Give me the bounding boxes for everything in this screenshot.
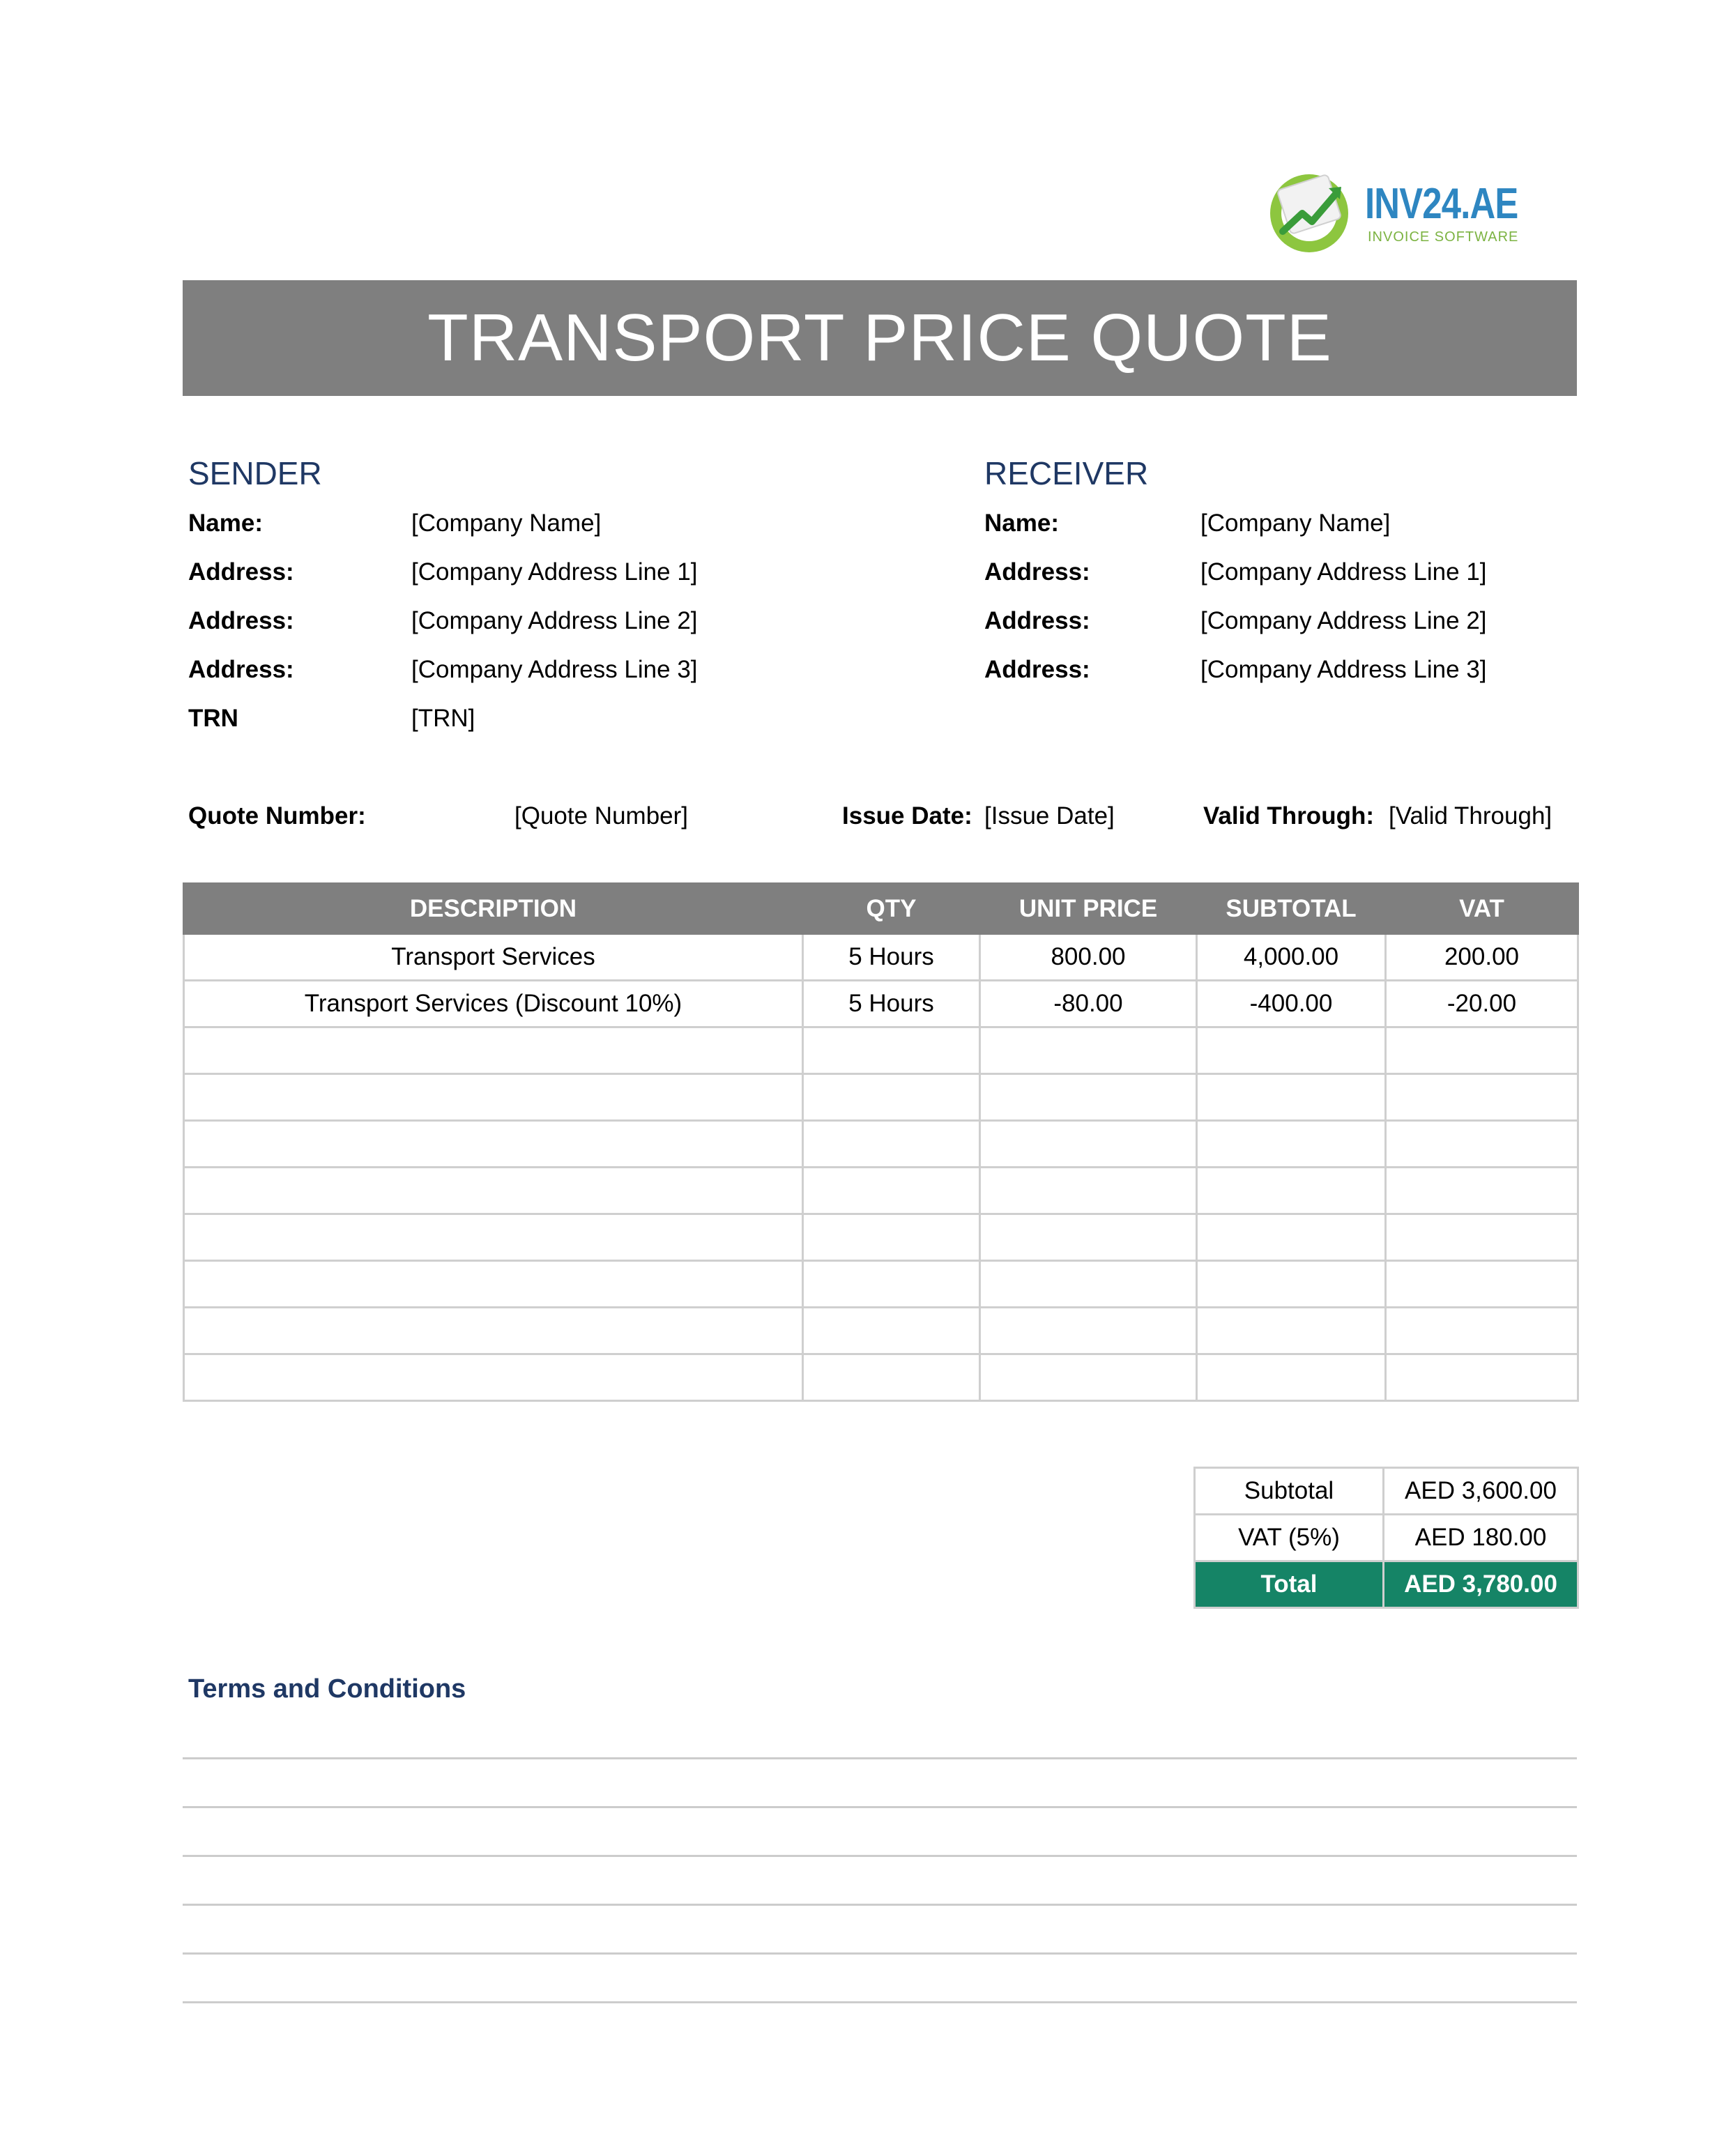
item-vat: -20.00	[1386, 981, 1578, 1027]
item-unit-price	[980, 1354, 1197, 1401]
item-description	[184, 1121, 803, 1168]
table-row	[184, 1027, 1578, 1074]
item-subtotal	[1197, 1074, 1386, 1121]
terms-line	[183, 1855, 1577, 1857]
item-qty: 5 Hours	[803, 934, 980, 981]
sender-trn-label: TRN	[188, 705, 238, 732]
terms-line	[183, 1904, 1577, 1906]
sender-address1-label: Address:	[188, 558, 294, 586]
item-qty	[803, 1121, 980, 1168]
item-qty	[803, 1214, 980, 1261]
table-row	[184, 1168, 1578, 1214]
sender-address3-label: Address:	[188, 656, 294, 683]
item-description: Transport Services (Discount 10%)	[184, 981, 803, 1027]
quote-number-value: [Quote Number]	[514, 802, 688, 829]
total-value: AED 3,780.00	[1384, 1561, 1578, 1608]
item-subtotal: -400.00	[1197, 981, 1386, 1027]
item-vat	[1386, 1121, 1578, 1168]
item-subtotal	[1197, 1354, 1386, 1401]
sender-address2-label: Address:	[188, 607, 294, 634]
sender-name-value: [Company Name]	[411, 510, 602, 537]
item-vat	[1386, 1074, 1578, 1121]
table-row	[184, 1121, 1578, 1168]
item-subtotal	[1197, 1168, 1386, 1214]
col-header-qty: QTY	[803, 884, 980, 934]
col-header-vat: VAT	[1386, 884, 1578, 934]
sender-address1-value: [Company Address Line 1]	[411, 558, 698, 586]
table-row	[184, 1214, 1578, 1261]
item-vat	[1386, 1308, 1578, 1354]
item-subtotal	[1197, 1308, 1386, 1354]
item-subtotal	[1197, 1214, 1386, 1261]
terms-line	[183, 1757, 1577, 1759]
item-vat	[1386, 1027, 1578, 1074]
totals-table	[1193, 1467, 1579, 1609]
receiver-heading: RECEIVER	[984, 455, 1149, 491]
table-row	[184, 1261, 1578, 1308]
receiver-address2-value: [Company Address Line 2]	[1200, 607, 1487, 634]
vat-row	[1195, 1515, 1578, 1561]
item-unit-price	[980, 1168, 1197, 1214]
item-description	[184, 1261, 803, 1308]
subtotal-value: AED 3,600.00	[1384, 1468, 1578, 1515]
vat-label: VAT (5%)	[1195, 1515, 1384, 1561]
item-description	[184, 1027, 803, 1074]
col-header-description: DESCRIPTION	[184, 884, 803, 934]
sender-address2-value: [Company Address Line 2]	[411, 607, 698, 634]
item-unit-price	[980, 1027, 1197, 1074]
issue-date-label: Issue Date:	[842, 802, 972, 829]
subtotal-label: Subtotal	[1195, 1468, 1384, 1515]
col-header-unit-price: UNIT PRICE	[980, 884, 1197, 934]
item-unit-price	[980, 1214, 1197, 1261]
total-label: Total	[1195, 1561, 1384, 1608]
items-table	[183, 882, 1579, 1402]
table-row	[184, 981, 1578, 1027]
item-qty	[803, 1027, 980, 1074]
item-vat	[1386, 1214, 1578, 1261]
title-banner	[183, 280, 1577, 396]
item-unit-price: -80.00	[980, 981, 1197, 1027]
sender-name-label: Name:	[188, 510, 263, 537]
table-row	[184, 1354, 1578, 1401]
item-description	[184, 1214, 803, 1261]
item-qty	[803, 1261, 980, 1308]
item-unit-price: 800.00	[980, 934, 1197, 981]
items-header-row	[184, 884, 1578, 934]
table-row	[184, 934, 1578, 981]
receiver-address3-value: [Company Address Line 3]	[1200, 656, 1487, 683]
issue-date-value: [Issue Date]	[984, 802, 1115, 829]
item-vat	[1386, 1168, 1578, 1214]
item-description	[184, 1308, 803, 1354]
subtotal-row	[1195, 1468, 1578, 1515]
sender-heading: SENDER	[188, 455, 322, 491]
item-qty	[803, 1168, 980, 1214]
total-row	[1195, 1561, 1578, 1608]
sender-trn-value: [TRN]	[411, 705, 475, 732]
item-vat	[1386, 1261, 1578, 1308]
table-row	[184, 1074, 1578, 1121]
item-qty	[803, 1354, 980, 1401]
item-vat	[1386, 1354, 1578, 1401]
logo-brand-text: INV24.AE	[1365, 180, 1518, 228]
item-description	[184, 1354, 803, 1401]
terms-heading: Terms and Conditions	[188, 1674, 466, 1704]
terms-line	[183, 1952, 1577, 1955]
logo-tagline: INVOICE SOFTWARE	[1368, 229, 1519, 245]
item-unit-price	[980, 1261, 1197, 1308]
valid-through-label: Valid Through:	[1203, 802, 1374, 829]
item-subtotal: 4,000.00	[1197, 934, 1386, 981]
terms-line	[183, 2001, 1577, 2003]
receiver-name-label: Name:	[984, 510, 1059, 537]
item-unit-price	[980, 1121, 1197, 1168]
terms-line	[183, 1806, 1577, 1808]
quote-number-label: Quote Number:	[188, 802, 366, 829]
item-subtotal	[1197, 1027, 1386, 1074]
document-title: TRANSPORT PRICE QUOTE	[427, 300, 1332, 375]
receiver-address3-label: Address:	[984, 656, 1090, 683]
valid-through-value: [Valid Through]	[1389, 802, 1552, 829]
table-row	[184, 1308, 1578, 1354]
sender-address3-value: [Company Address Line 3]	[411, 656, 698, 683]
item-description	[184, 1074, 803, 1121]
receiver-address1-label: Address:	[984, 558, 1090, 586]
item-unit-price	[980, 1074, 1197, 1121]
item-description	[184, 1168, 803, 1214]
item-qty: 5 Hours	[803, 981, 980, 1027]
item-subtotal	[1197, 1261, 1386, 1308]
receiver-address2-label: Address:	[984, 607, 1090, 634]
receiver-address1-value: [Company Address Line 1]	[1200, 558, 1487, 586]
item-subtotal	[1197, 1121, 1386, 1168]
item-qty	[803, 1308, 980, 1354]
item-description: Transport Services	[184, 934, 803, 981]
item-vat: 200.00	[1386, 934, 1578, 981]
col-header-subtotal: SUBTOTAL	[1197, 884, 1386, 934]
vat-value: AED 180.00	[1384, 1515, 1578, 1561]
item-qty	[803, 1074, 980, 1121]
receiver-name-value: [Company Name]	[1200, 510, 1391, 537]
item-unit-price	[980, 1308, 1197, 1354]
